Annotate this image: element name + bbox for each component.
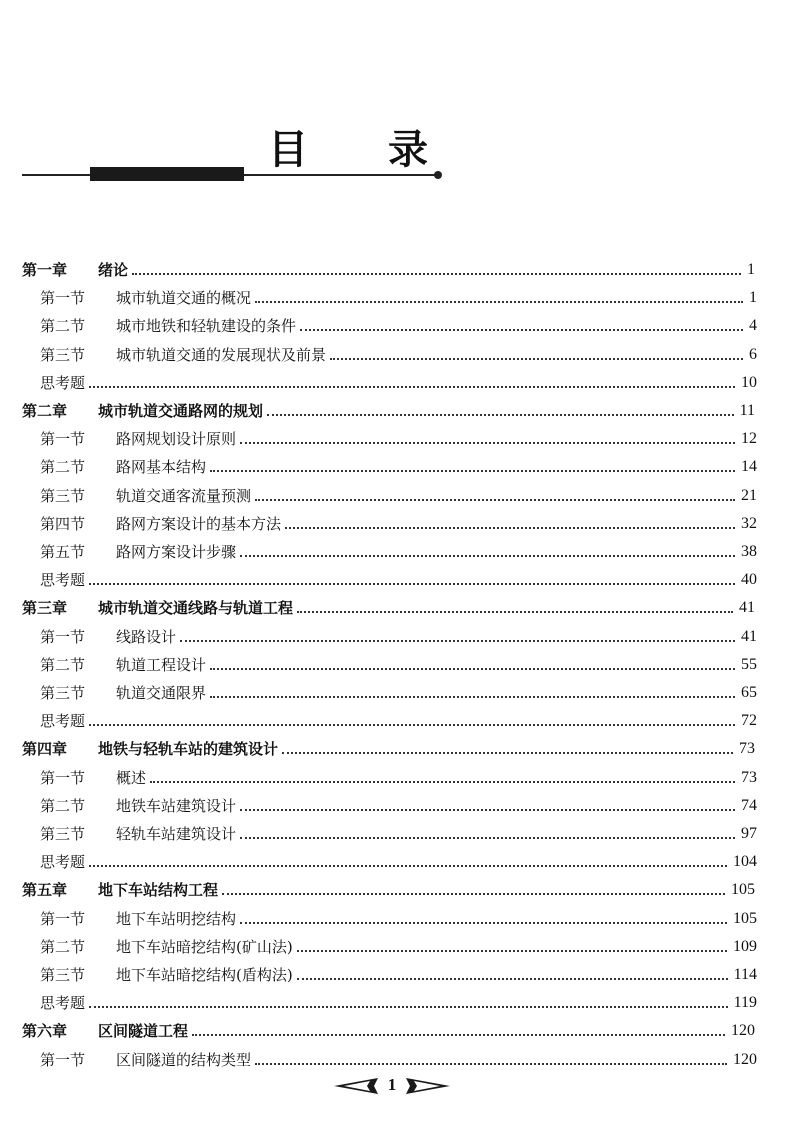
toc-section-row [40,790,757,816]
section-title: 轨道交通限界 [116,684,207,702]
toc-section-row [40,480,757,506]
chapter-title: 地下车站结构工程 [98,881,219,900]
dot-leader [297,950,727,952]
toc-entry-label [40,570,85,590]
section-title: 思考题 [40,571,86,590]
toc-section-row [40,959,757,985]
section-title: 地下车站明挖结构 [116,909,237,928]
page-ref: 55 [741,655,757,673]
toc-entry-label [40,345,326,365]
page-ref: 6 [749,345,757,363]
toc-entry-label [40,373,85,393]
toc-chapter-row [22,395,755,421]
toc-section-row [40,987,757,1013]
chapter-title: 城市轨道交通路网的规划 [98,402,264,420]
section-title: 地下车站暗挖结构(盾构法) [116,966,293,984]
dot-leader [89,724,735,726]
toc-entry-label [40,909,236,929]
chapter-title: 城市轨道交通线路与轨道工程 [98,599,294,618]
dot-leader [210,668,735,670]
toc-entry-label [40,655,206,675]
toc-entry-label [40,937,293,957]
toc-entry-label [40,965,293,985]
dot-leader [297,611,733,613]
chapter-number: 第五章 [22,881,68,900]
dot-leader [240,555,735,557]
dot-leader [255,301,743,303]
dot-leader [180,640,735,642]
toc-chapter-row [22,254,755,280]
toc-chapter-row [22,592,755,618]
toc-entry-label [40,542,236,562]
page-ref: 119 [733,994,757,1012]
section-number: 第二节 [40,937,86,956]
dot-leader [297,978,728,980]
section-number: 第一节 [40,289,86,308]
page-ref: 11 [739,402,755,419]
chapter-number: 第四章 [22,740,68,759]
dot-leader [285,527,735,529]
toc-entry-label [40,824,236,844]
toc-section-row [40,621,757,647]
page-ref: 4 [749,317,757,335]
toc-entry-label [40,288,251,308]
section-title: 轨道交通客流量预测 [116,486,252,505]
section-number: 第三节 [40,825,86,843]
page-footer [330,1074,454,1098]
chapter-title: 区间隧道工程 [98,1022,189,1041]
toc-entry-label [22,401,263,421]
toc-section-row [40,705,757,731]
section-title: 思考题 [40,994,86,1013]
chapter-number: 第一章 [22,261,68,279]
toc-section-row [40,423,757,449]
dot-leader [132,273,741,275]
dot-leader [150,781,735,783]
section-title: 地铁车站建筑设计 [116,796,237,815]
toc-entry-label [40,683,206,703]
chapter-number: 第三章 [22,599,68,618]
page-ref: 40 [741,571,757,589]
section-title: 线路设计 [116,627,177,646]
chapter-title: 地铁与轻轨车站的建筑设计 [98,740,279,759]
page-ref: 105 [733,909,757,927]
toc-section-row [40,818,757,844]
toc-section-row [40,536,757,562]
section-title: 轻轨车站建筑设计 [116,825,237,843]
dot-leader [192,1034,725,1036]
dot-leader [255,499,735,501]
section-title: 区间隧道的结构类型 [116,1050,252,1069]
toc-header [0,0,790,200]
title-rule-dot [434,171,442,179]
page-ref: 97 [741,825,757,842]
title-char-2: 录 [388,127,428,173]
toc-entry-label [40,768,146,788]
toc-section-row [40,310,757,336]
section-title: 思考题 [40,712,86,731]
section-title: 路网方案设计的基本方法 [116,514,282,533]
toc-entry-label [22,260,128,280]
toc-entry-label [40,711,85,731]
section-title: 路网方案设计步骤 [116,543,237,561]
page-ref: 105 [731,881,755,899]
toc-chapter-row [22,1015,755,1041]
toc-entry-label [22,598,293,618]
section-number: 第一节 [40,768,86,787]
toc-section-row [40,451,757,477]
page-ref: 120 [733,1050,757,1068]
toc-section-row [40,339,757,365]
page-ref: 104 [733,853,757,871]
toc-section-row [40,1044,757,1070]
toc-section-row [40,903,757,929]
chapter-number: 第二章 [22,402,68,420]
page-ref: 14 [741,458,757,476]
toc-chapter-row [22,733,755,759]
dot-leader [210,470,735,472]
page-ref: 41 [739,599,755,617]
toc-section-row [40,508,757,534]
toc-section-row [40,649,757,675]
toc-section-row [40,846,757,872]
toc-section-row [40,282,757,308]
section-number: 第一节 [40,430,86,449]
section-title: 城市轨道交通的发展现状及前景 [116,345,327,364]
page-ref: 12 [741,430,757,448]
toc-entry-label [22,880,218,900]
title-char-1: 目 [268,127,308,173]
page-ref: 10 [741,373,757,391]
section-number: 第三节 [40,684,86,702]
dot-leader [300,329,743,331]
title-rule-bar [90,167,244,181]
dot-leader [222,893,725,895]
page-ref: 21 [741,486,757,504]
dot-leader [240,837,735,839]
section-title: 城市地铁和轻轨建设的条件 [116,317,297,336]
dot-leader [240,809,735,811]
page-ref: 65 [741,684,757,701]
toc-entry-label [40,796,236,816]
section-title: 思考题 [40,853,86,872]
dot-leader [210,696,735,698]
toc-entry-label [40,993,85,1013]
toc-entry-label [40,457,206,477]
section-number: 第三节 [40,486,86,505]
section-title: 路网基本结构 [116,458,207,477]
section-title: 概述 [116,768,147,787]
section-title: 城市轨道交通的概况 [116,289,252,308]
section-number: 第二节 [40,317,86,336]
toc-entry-label [40,852,85,872]
toc-entry-label [40,514,281,534]
section-number: 第三节 [40,345,86,364]
page-ref: 72 [741,712,757,730]
section-number: 第四节 [40,514,86,533]
page-ref: 1 [747,261,755,278]
toc-entry-label [40,1050,251,1070]
dot-leader [89,865,727,867]
page-ref: 114 [733,966,757,983]
toc-entry-label [22,1021,188,1041]
dot-leader [330,358,743,360]
page-ref: 32 [741,514,757,532]
page-number: 1 [387,1075,397,1094]
toc-section-row [40,931,757,957]
dot-leader [89,386,735,388]
section-number: 第二节 [40,458,86,477]
page-ref: 38 [741,543,757,560]
page-ref: 41 [741,627,757,645]
page-ref: 109 [733,937,757,955]
dot-leader [89,1006,728,1008]
page-ref: 74 [741,796,757,814]
toc-section-row [40,367,757,393]
toc-section-row [40,677,757,703]
dot-leader [282,752,733,754]
chapter-number: 第六章 [22,1022,68,1041]
section-number: 第一节 [40,1050,86,1069]
toc-entry-label [40,627,176,647]
toc-entry-label [40,316,296,336]
section-number: 第三节 [40,966,86,984]
chapter-title: 绪论 [98,261,129,279]
page-ref: 120 [731,1022,755,1040]
toc-entry-label [40,429,236,449]
page-ref: 73 [741,768,757,786]
dot-leader [240,922,727,924]
toc-entry-label [40,486,251,506]
section-number: 第一节 [40,627,86,646]
dot-leader [240,442,735,444]
section-title: 路网规划设计原则 [116,430,237,449]
toc-section-row [40,564,757,590]
section-number: 第二节 [40,655,86,674]
dot-leader [89,583,735,585]
toc-section-row [40,762,757,788]
page-ref: 73 [739,740,755,758]
section-title: 轨道工程设计 [116,655,207,674]
dot-leader [255,1063,727,1065]
section-number: 第一节 [40,909,86,928]
section-title: 思考题 [40,373,86,392]
toc-chapter-row [22,874,755,900]
section-title: 地下车站暗挖结构(矿山法) [116,937,293,956]
section-number: 第五节 [40,543,86,561]
toc-entry-label [22,739,278,759]
dot-leader [267,414,734,416]
page-title [268,128,428,172]
page-ref: 1 [749,289,757,307]
section-number: 第二节 [40,796,86,815]
